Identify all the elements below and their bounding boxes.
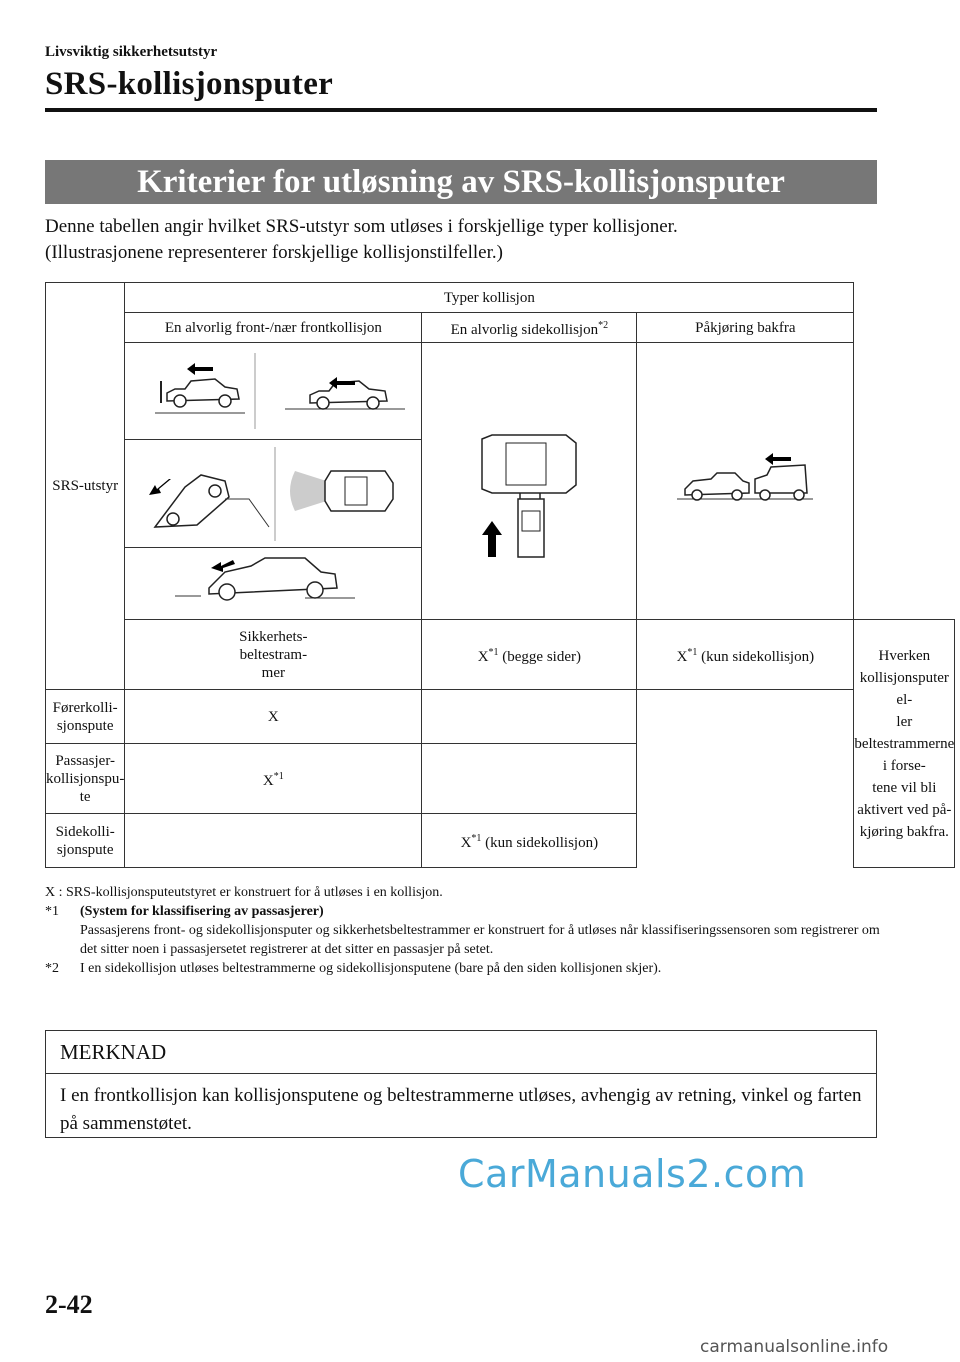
watermark: CarManuals2.com: [458, 1152, 807, 1196]
section-header: Livsviktig sikkerhetsutstyr: [45, 44, 218, 60]
cell-side-belt: $X^{*1}$ (kun sidekollisjon): [637, 620, 854, 690]
note-box: [45, 1030, 877, 1138]
row-label-sidekollisjonspute: Sidekolli- sjonspute: [46, 814, 125, 868]
footnote-1-mark: *1: [45, 904, 59, 919]
side-collision-illustration-icon: [422, 343, 636, 619]
footnote-2-mark: *2: [45, 961, 59, 976]
front-illustration-2: [125, 440, 422, 548]
cell-front-belt: $X^{*1}$ (begge sider): [422, 620, 637, 690]
note-title: MERKNAD: [46, 1031, 876, 1074]
table-corner: SRS-utstyr: [46, 283, 125, 690]
frontal-collision-illustration-icon: [125, 343, 421, 439]
footnote-1: [45, 902, 885, 959]
cell-rear-note: Hverken kollisjonsputer el- ler beltestrammerne i forse- tene vil bli aktivert ved på- kjøring bakfra.: [854, 620, 955, 868]
site-credit: carmanualsonline.info: [700, 1337, 889, 1357]
cell-side-side-airbag: $X^{*1}$ (kun sidekollisjon): [422, 814, 637, 868]
page-title: SRS-kollisjonsputer: [45, 66, 334, 102]
section-banner: Kriterier for utløsning av SRS-kollisjonsputer: [45, 160, 877, 204]
front-illustration-3: [125, 548, 422, 620]
col-rear-header: Påkjøring bakfra: [637, 313, 854, 343]
deployment-table: [45, 282, 955, 868]
row-label-passasjerkollisjonspute: Passasjer- kollisjonspu- te: [46, 744, 125, 814]
footnote-2-text: I en sidekollisjon utløses beltestrammerne og sidekollisjonsputene (bare på den siden kollisjonen skjer).: [80, 961, 662, 976]
underride-collision-illustration-icon: [125, 548, 421, 619]
footnote-2: [45, 959, 885, 978]
footnote-1-text: Passasjerens front- og sidekollisjonsputer og sikkerhetsbeltestrammer er konstruert for å utløses når klassifiseringssensoren som registrerer om det sitter noen i passasjersetet registrerer at det sitter en passasjer på setet.: [80, 923, 880, 957]
offset-collision-illustration-icon: [125, 441, 421, 547]
note-body: I en frontkollisjon kan kollisjonsputene og beltestrammerne utløses, avhengig av retning, vinkel og farten på sammenstøtet.: [60, 1085, 862, 1134]
front-illustration-1: [125, 343, 422, 440]
cell-side-passenger: [422, 744, 637, 814]
side-illustration: [422, 343, 637, 620]
col-front-header: En alvorlig front-/nær frontkollisjon: [125, 313, 422, 343]
page-number: 2-42: [45, 1290, 93, 1319]
rear-collision-illustration-icon: [637, 343, 853, 619]
col-side-header: En alvorlig sidekollisjon$^{*2}$: [422, 313, 637, 343]
cell-side-driver: [422, 690, 637, 744]
intro-text: [45, 214, 885, 266]
cell-front-side-airbag: [125, 814, 422, 868]
row-label-beltestrammer: Sikkerhets- beltestram- mer: [125, 620, 422, 690]
footnotes: [45, 883, 885, 978]
rear-illustration: [637, 343, 854, 620]
group-header: Typer kollisjon: [125, 283, 854, 313]
cell-front-passenger: $X^{*1}$: [125, 744, 422, 814]
footnote-1-title: (System for klassifisering av passasjerer): [80, 904, 324, 919]
intro-line-2: (Illustrasjonene representerer forskjellige kollisjonstilfeller.): [45, 242, 503, 263]
intro-line-1: Denne tabellen angir hvilket SRS-utstyr som utløses i forskjellige typer kollisjoner.: [45, 216, 678, 237]
footnote-x: X : SRS-kollisjonsputeutstyret er konstruert for å utløses i en kollisjon.: [45, 885, 443, 900]
header-rule: [45, 108, 877, 112]
row-label-forerkollisjonspute: Førerkolli- sjonspute: [46, 690, 125, 744]
cell-front-driver: X: [125, 690, 422, 744]
